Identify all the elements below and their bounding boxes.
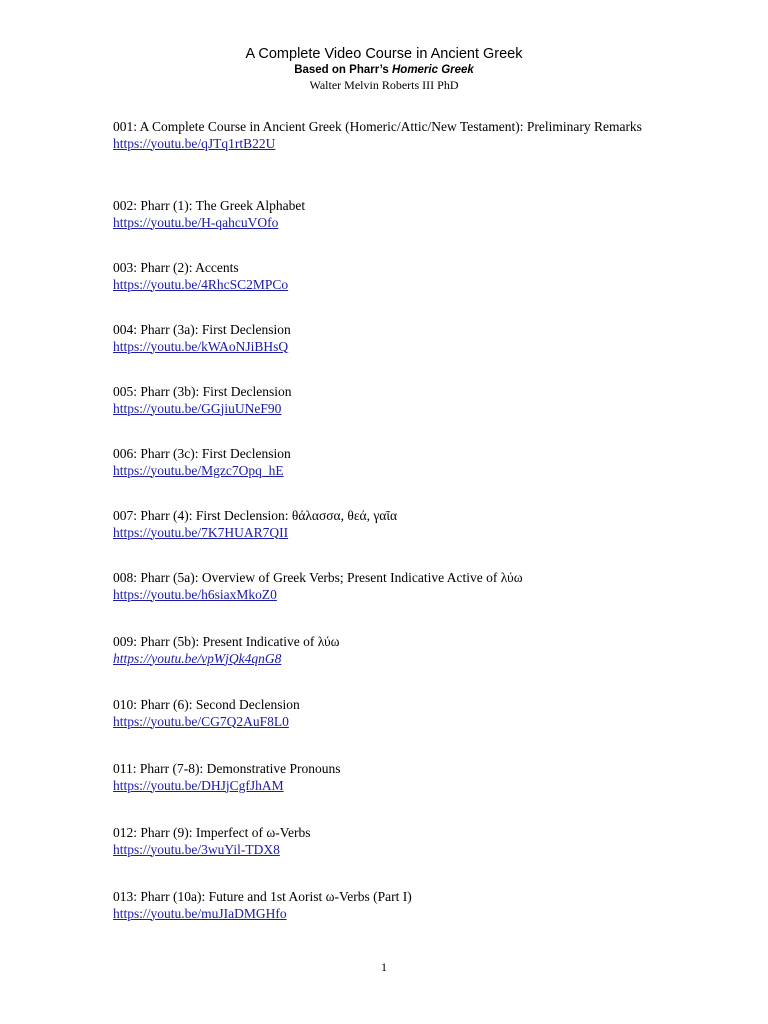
list-item [113,198,653,232]
entry-title: 004: Pharr (3a): First Declension [113,322,291,337]
entry-title: 008: Pharr (5a): Overview of Greek Verbs; Present Indicative Active of λύω [113,570,523,585]
entry-link[interactable]: https://youtu.be/qJTq1rtB22U [113,135,276,151]
entry-link[interactable]: https://youtu.be/DHJjCgfJhAM [113,777,284,793]
list-item [113,889,653,923]
list-item [113,260,653,294]
list-item [113,570,653,604]
entry-title: 006: Pharr (3c): First Declension [113,446,291,461]
list-item [113,446,653,480]
entry-title: 013: Pharr (10a): Future and 1st Aorist ω-Verbs (Part I) [113,889,412,904]
document-header [0,45,768,92]
entry-link[interactable]: https://youtu.be/muJIaDMGHfo [113,905,287,921]
subtitle-prefix: Based on Pharr’s [294,64,392,76]
entry-title: 011: Pharr (7-8): Demonstrative Pronouns [113,761,341,776]
entry-title: 010: Pharr (6): Second Declension [113,697,300,712]
document-author: Walter Melvin Roberts III PhD [309,78,459,92]
list-item [113,761,653,795]
entry-link[interactable]: https://youtu.be/3wuYil-TDX8 [113,841,280,857]
list-item [113,697,653,731]
entry-title: 002: Pharr (1): The Greek Alphabet [113,198,306,213]
list-item [113,322,653,356]
entry-link[interactable]: https://youtu.be/kWAoNJiBHsQ [113,338,289,354]
entry-title: 001: A Complete Course in Ancient Greek (Homeric/Attic/New Testament): Preliminary Remarks [113,119,642,134]
entry-link[interactable]: https://youtu.be/H-qahcuVOfo [113,214,279,230]
list-item [113,508,653,542]
list-item [113,634,653,668]
list-item [113,119,653,153]
entry-title: 009: Pharr (5b): Present Indicative of λύω [113,634,340,649]
entry-link[interactable]: https://youtu.be/7K7HUAR7QII [113,524,289,540]
entry-title: 012: Pharr (9): Imperfect of ω-Verbs [113,825,311,840]
entry-title: 007: Pharr (4): First Declension: θάλασσα, θεά, γαῖα [113,508,398,523]
list-item [113,825,653,859]
entry-link[interactable]: https://youtu.be/Mgzc7Opq_hE [113,462,284,478]
entry-link[interactable]: https://youtu.be/4RhcSC2MPCo [113,276,289,292]
entry-link[interactable]: https://youtu.be/GGjiuUNeF90 [113,400,282,416]
entry-title: 005: Pharr (3b): First Declension [113,384,292,399]
page-number: 1 [381,960,387,974]
entry-link[interactable]: https://youtu.be/h6siaxMkoZ0 [113,586,277,602]
entry-link[interactable]: https://youtu.be/vpWjQk4qnG8 [113,650,282,666]
document-subtitle [0,63,768,78]
entry-link[interactable]: https://youtu.be/CG7Q2AuF8L0 [113,713,289,729]
list-item [113,384,653,418]
entry-title: 003: Pharr (2): Accents [113,260,239,275]
subtitle-book-title: Homeric Greek [391,64,474,76]
document-title: A Complete Video Course in Ancient Greek [245,46,523,62]
